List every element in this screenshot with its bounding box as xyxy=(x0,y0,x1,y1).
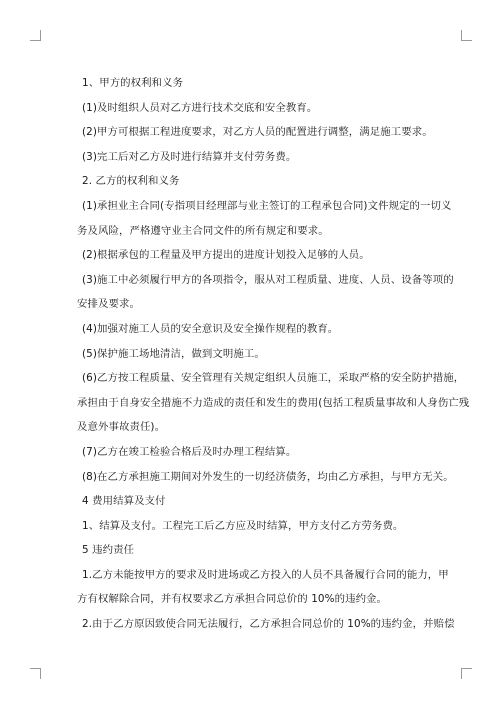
paragraph-b4: (4)加强对施工人员的安全意识及安全操作规程的教育。 xyxy=(82,322,339,335)
heading-liability: 5 违约责任 xyxy=(82,544,135,557)
paragraph-b5: (5)保护施工场地清洁，做到文明施工。 xyxy=(82,347,265,360)
paragraph-b6-cont-2: 及意外事故责任)。 xyxy=(77,421,166,434)
paragraph-b1: (1)承担业主合同(专指项目经理部与业主签订的工程承包合同)文件规定的一切义 xyxy=(82,199,452,212)
paragraph-b3: (3)施工中必须履行甲方的各项指令，服从对工程质量、进度、人员、设备等项的 xyxy=(82,273,454,286)
paragraph-b7: (7)乙方在竣工检验合格后及时办理工程结算。 xyxy=(82,445,297,458)
paragraph-b3-cont: 安排及要求。 xyxy=(77,298,140,311)
heading-party-a: 1、甲方的权利和义务 xyxy=(82,77,184,89)
paragraph-a3: (3)完工后对乙方及时进行结算并支付劳务费。 xyxy=(82,150,297,163)
heading-payment: 4 费用结算及支付 xyxy=(82,495,166,508)
crop-mark-top-right xyxy=(461,30,472,41)
paragraph-liability-1: 1.乙方未能按甲方的要求及时进场或乙方投入的人员不具备履行合同的能力，甲 xyxy=(82,568,449,581)
paragraph-liability-1-cont: 方有权解除合同，并有权要求乙方承担合同总价的 10%的违约金。 xyxy=(77,593,388,606)
paragraph-a2: (2)甲方可根据工程进度要求，对乙方人员的配置进行调整，满足施工要求。 xyxy=(82,126,433,139)
document-body xyxy=(77,71,470,637)
paragraph-a1: (1)及时组织人员对乙方进行技术交底和安全教育。 xyxy=(82,101,318,114)
paragraph-payment-1: 1、结算及支付。工程完工后乙方应及时结算，甲方支付乙方劳务费。 xyxy=(82,519,404,532)
paragraph-b6-cont-1: 承担由于自身安全措施不力造成的责任和发生的费用(包括工程质量事故和人身伤亡残 xyxy=(77,396,470,409)
paragraph-liability-2: 2.由于乙方原因致使合同无法履行，乙方承担合同总价的 10%的违约金，并赔偿 xyxy=(82,618,455,631)
paragraph-b1-cont: 务及风险，严格遵守业主合同文件的所有规定和要求。 xyxy=(77,224,329,237)
crop-mark-top-left xyxy=(30,30,41,41)
paragraph-b8: (8)在乙方承担施工期间对外发生的一切经济债务，均由乙方承担，与甲方无关。 xyxy=(82,470,454,483)
crop-mark-bottom-left xyxy=(30,668,41,679)
paragraph-b6: (6)乙方按工程质量、安全管理有关规定组织人员施工，采取严格的安全防护措施， xyxy=(82,372,465,385)
crop-mark-bottom-right xyxy=(461,668,472,679)
heading-party-b: 2. 乙方的权利和义务 xyxy=(82,175,180,188)
paragraph-b2: (2)根据承包的工程量及甲方提出的进度计划投入足够的人员。 xyxy=(82,249,370,262)
